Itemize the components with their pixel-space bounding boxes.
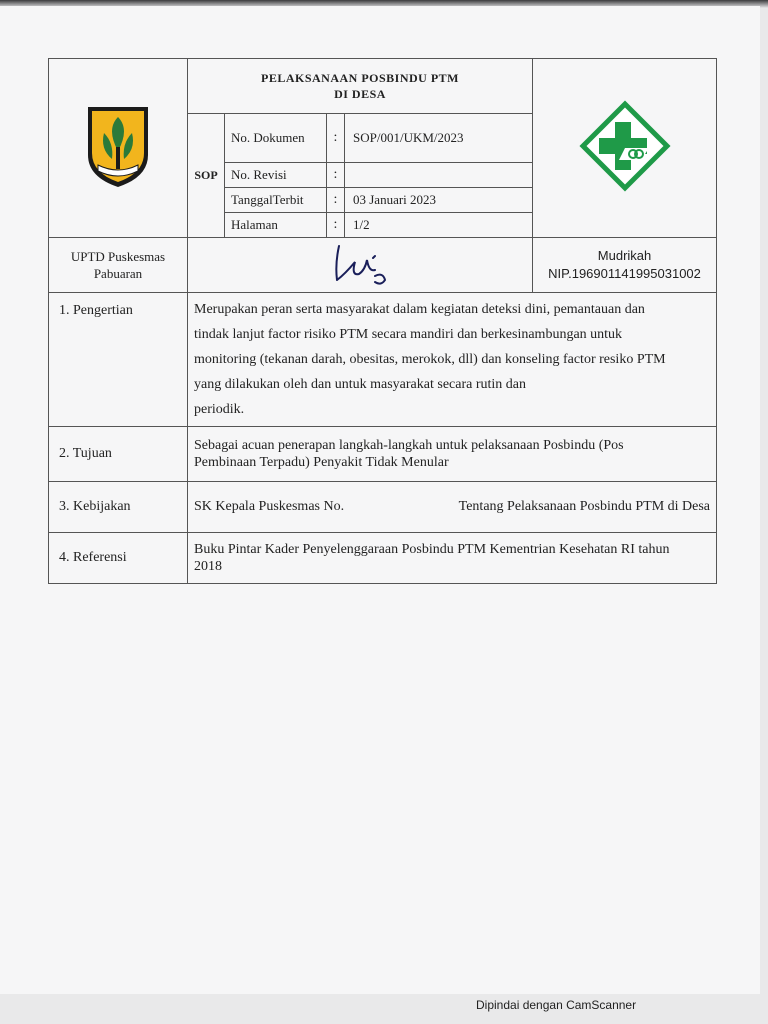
meta-value-tanggal-terbit: 03 Januari 2023: [345, 188, 533, 213]
signature-mark: [325, 240, 395, 286]
head-nip: NIP.196901141995031002: [548, 266, 701, 281]
section-label-tujuan: 2. Tujuan: [49, 427, 188, 482]
section-text-pengertian: [188, 293, 717, 427]
text-line: Buku Pintar Kader Penyelenggaraan Posbindu PTM Kementrian Kesehatan RI tahun: [194, 542, 670, 557]
head-name: Mudrikah: [597, 248, 652, 263]
puskesmas-cross-icon: [579, 100, 671, 192]
unit-name-line1: UPTD Puskesmas: [70, 249, 166, 264]
sop-table: [48, 58, 717, 584]
right-logo-cell: [533, 59, 717, 238]
section-text-kebijakan: [188, 482, 717, 533]
head-cell: [533, 238, 717, 293]
meta-label-no-revisi: No. Revisi: [225, 163, 327, 188]
meta-label-no-dokumen: No. Dokumen: [225, 114, 327, 163]
section-label-referensi: 4. Referensi: [49, 533, 188, 584]
document-title-line2: DI DESA: [334, 87, 386, 101]
section-text-tujuan: [188, 427, 717, 482]
text-line: Sebagai acuan penerapan langkah-langkah untuk pelaksanaan Posbindu (Pos: [194, 438, 624, 453]
document-title-line1: PELAKSANAAN POSBINDU PTM: [261, 71, 460, 85]
kebijakan-sk: SK Kepala Puskesmas No.: [194, 499, 345, 514]
meta-colon: :: [327, 114, 345, 163]
unit-name-line2: Pabuaran: [93, 266, 143, 281]
text-line: Merupakan peran serta masyarakat dalam kegiatan deteksi dini, pemantauan dan: [194, 302, 645, 317]
meta-value-no-revisi: [345, 163, 533, 188]
document-title-cell: [188, 59, 533, 114]
meta-value-halaman: 1/2: [345, 213, 533, 238]
section-label-pengertian: 1. Pengertian: [49, 293, 188, 427]
paper-sheet: [0, 6, 760, 994]
signature-cell: [188, 238, 533, 293]
text-line: Pembinaan Terpadu) Penyakit Tidak Menular: [194, 455, 449, 470]
section-text-referensi: [188, 533, 717, 584]
text-line: tindak lanjut factor risiko PTM secara mandiri dan berkesinambungan untuk: [194, 327, 623, 342]
text-line: monitoring (tekanan darah, obesitas, merokok, dll) dan konseling factor resiko PTM: [194, 352, 666, 367]
meta-value-no-dokumen: SOP/001/UKM/2023: [345, 114, 533, 163]
text-line: 2018: [194, 559, 222, 574]
text-line: periodik.: [194, 402, 245, 417]
left-logo-cell: [49, 59, 188, 238]
kebijakan-tentang: Tentang Pelaksanaan Posbindu PTM di Desa: [458, 499, 711, 514]
meta-label-halaman: Halaman: [225, 213, 327, 238]
regency-crest-icon: [84, 103, 152, 189]
sop-label: SOP: [188, 114, 225, 238]
text-line: yang dilakukan oleh dan untuk masyarakat secara rutin dan: [194, 377, 526, 392]
meta-label-tanggal-terbit: TanggalTerbit: [225, 188, 327, 213]
sop-document: [48, 58, 716, 574]
camscanner-watermark: Dipindai dengan CamScanner: [476, 998, 637, 1012]
meta-colon: :: [327, 188, 345, 213]
meta-colon: :: [327, 163, 345, 188]
unit-cell: [49, 238, 188, 293]
meta-colon: :: [327, 213, 345, 238]
section-label-kebijakan: 3. Kebijakan: [49, 482, 188, 533]
